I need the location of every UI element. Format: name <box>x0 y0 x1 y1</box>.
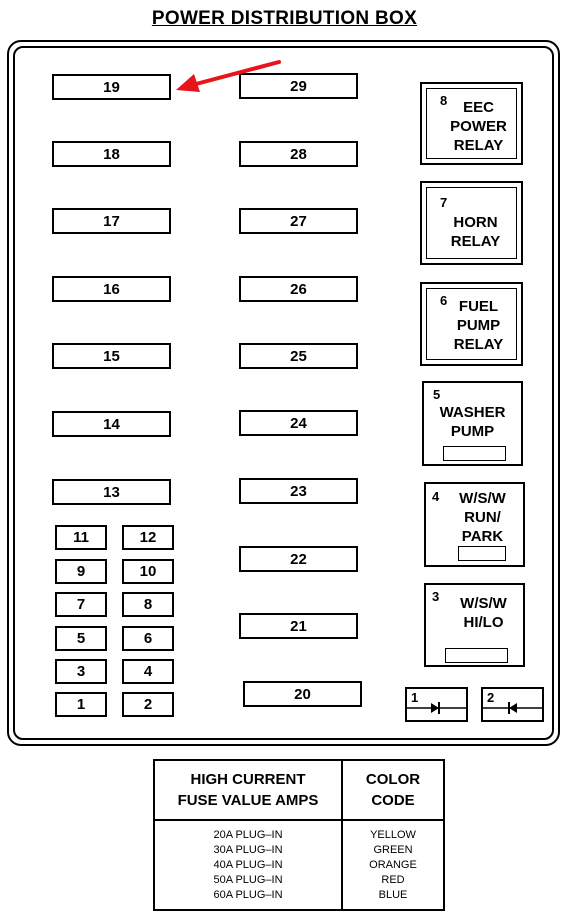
relay-label: EEC POWER RELAY <box>450 99 507 154</box>
fuse-28[interactable]: 28 <box>239 141 358 167</box>
diagram-title: POWER DISTRIBUTION BOX <box>151 8 418 29</box>
fuse-25[interactable]: 25 <box>239 343 358 369</box>
fuse-color-legend <box>153 759 445 911</box>
mini-fuse-1[interactable]: 1 <box>55 692 107 717</box>
fuse-13[interactable]: 13 <box>52 479 171 505</box>
mini-fuse-7[interactable]: 7 <box>55 592 107 617</box>
fuse-15[interactable]: 15 <box>52 343 171 369</box>
legend-colors-column: YELLOW GREEN ORANGE RED BLUE <box>342 820 444 910</box>
fuse-17[interactable]: 17 <box>52 208 171 234</box>
relay-number: 7 <box>440 195 448 210</box>
fuse-18[interactable]: 18 <box>52 141 171 167</box>
diode-symbol-icon <box>407 689 466 720</box>
mini-fuse-8[interactable]: 8 <box>122 592 174 617</box>
mini-fuse-2[interactable]: 2 <box>122 692 174 717</box>
diode-2[interactable] <box>481 687 544 722</box>
fuse-23[interactable]: 23 <box>239 478 358 504</box>
relay-number: 4 <box>432 489 440 504</box>
relay-label: HORN RELAY <box>450 214 501 250</box>
relay-4-wsw-run-park[interactable] <box>424 482 525 567</box>
mini-fuse-3[interactable]: 3 <box>55 659 107 684</box>
fuse-24[interactable]: 24 <box>239 410 358 436</box>
mini-fuse-6[interactable]: 6 <box>122 626 174 651</box>
fuse-27[interactable]: 27 <box>239 208 358 234</box>
fuse-16[interactable]: 16 <box>52 276 171 302</box>
red-arrow-icon <box>0 40 569 160</box>
relay-number: 6 <box>440 293 448 308</box>
mini-fuse-12[interactable]: 12 <box>122 525 174 550</box>
mini-fuse-4[interactable]: 4 <box>122 659 174 684</box>
relay-number: 8 <box>440 93 448 108</box>
diode-number: 2 <box>487 690 495 705</box>
mini-fuse-9[interactable]: 9 <box>55 559 107 584</box>
relay-3-wsw-hi-lo[interactable] <box>424 583 525 667</box>
fuse-22[interactable]: 22 <box>239 546 358 572</box>
legend-amps-column: 20A PLUG–IN 30A PLUG–IN 40A PLUG–IN 50A PLUG–IN 60A PLUG–IN <box>154 820 342 910</box>
mini-fuse-10[interactable]: 10 <box>122 559 174 584</box>
fuse-14[interactable]: 14 <box>52 411 171 437</box>
relay-label: FUEL PUMP RELAY <box>453 298 504 353</box>
relay-5-washer-pump[interactable] <box>422 381 523 466</box>
relay-6-fuel-pump[interactable] <box>420 282 523 366</box>
relay-slot <box>443 446 506 461</box>
fuse-26[interactable]: 26 <box>239 276 358 302</box>
mini-fuse-5[interactable]: 5 <box>55 626 107 651</box>
diode-number: 1 <box>411 690 419 705</box>
relay-label: WASHER PUMP <box>439 404 506 440</box>
relay-number: 3 <box>432 589 440 604</box>
relay-slot <box>458 546 506 561</box>
legend-header-color: COLOR CODE <box>342 760 444 820</box>
mini-fuse-11[interactable]: 11 <box>55 525 107 550</box>
diode-symbol-icon <box>483 689 542 720</box>
relay-label: W/S/W RUN/ PARK <box>459 490 506 545</box>
fuse-19[interactable]: 19 <box>52 74 171 100</box>
diode-1[interactable] <box>405 687 468 722</box>
relay-number: 5 <box>433 387 441 402</box>
relay-label: W/S/W HI/LO <box>460 595 507 631</box>
fuse-20[interactable]: 20 <box>243 681 362 707</box>
relay-7-horn[interactable] <box>420 181 523 265</box>
fuse-29[interactable]: 29 <box>239 73 358 99</box>
fuse-21[interactable]: 21 <box>239 613 358 639</box>
legend-header-amps: HIGH CURRENT FUSE VALUE AMPS <box>154 760 342 820</box>
relay-slot <box>445 648 508 663</box>
